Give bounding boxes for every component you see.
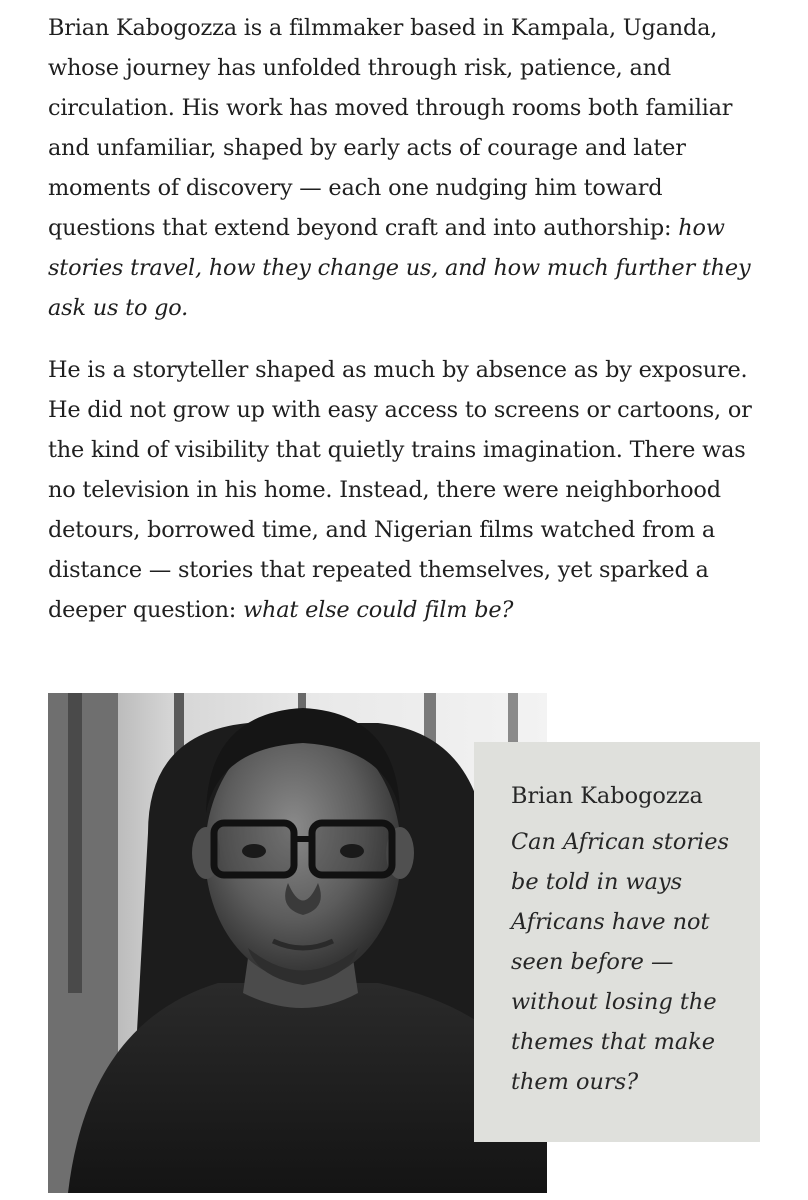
intro-paragraph-text: Brian Kabogozza is a filmmaker based in Kampala, Uganda, whose journey has unfolded through risk, patience, and circulation. His work has moved through rooms both familiar and unfamiliar, shaped by early acts of courage and later moments of discovery — each one nudging him toward questions that extend beyond craft and into authorship:: [48, 15, 733, 241]
caption-quote: Can African stories be told in ways Africans have not seen before — without losing the themes that make them ours?: [511, 829, 729, 1095]
article-body: [48, 8, 760, 630]
background-paragraph: [48, 350, 760, 630]
background-paragraph-text: He is a storyteller shaped as much by absence as by exposure. He did not grow up with easy access to screens or cartoons, or the kind of visibility that quietly trains imagination. There was no television in his home. Instead, there were neighborhood detours, borrowed time, and Nigerian films watched from a distance — stories that repeated themselves, yet sparked a deeper question:: [48, 357, 752, 623]
intro-paragraph: [48, 8, 760, 328]
caption-name: Brian Kabogozza: [511, 783, 703, 809]
portrait-photo: [48, 693, 547, 1193]
background-paragraph-emphasis: what else could film be?: [243, 597, 514, 623]
portrait-caption-card: [474, 742, 760, 1142]
intro-paragraph-emphasis: how stories travel, how they change us, and how much further they ask us to go.: [48, 215, 751, 321]
